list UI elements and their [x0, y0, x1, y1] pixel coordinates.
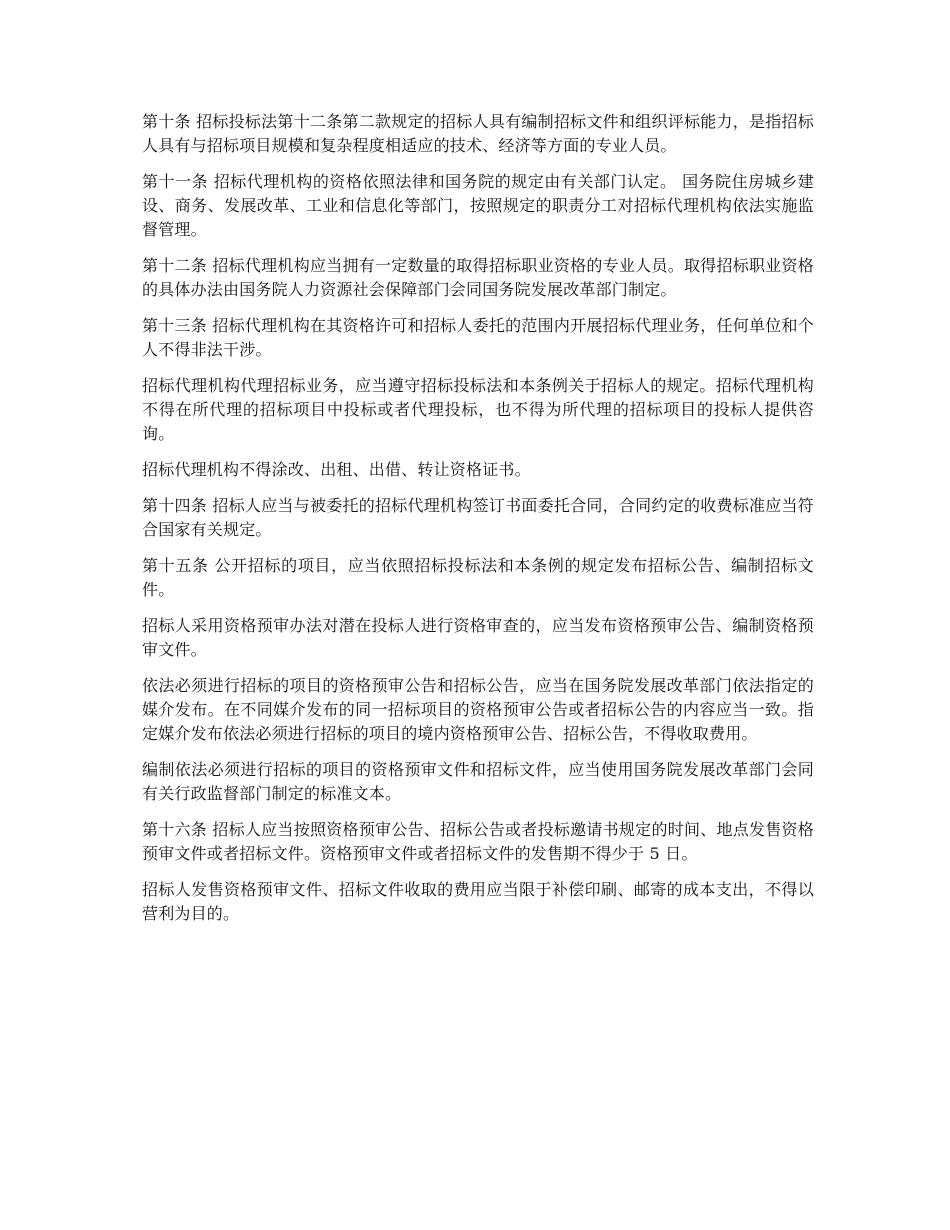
paragraph-agency-rules: 招标代理机构代理招标业务，应当遵守招标投标法和本条例关于招标人的规定。招标代理机构不得在所代理的招标项目中投标或者代理投标，也不得为所代理的招标项目的投标人提供咨询。 [142, 376, 814, 443]
paragraph-fees: 招标人发售资格预审文件、招标文件收取的费用应当限于补偿印刷、邮寄的成本支出，不得以营利为目的。 [142, 880, 814, 923]
paragraph-article-10: 第十条 招标投标法第十二条第二款规定的招标人具有编制招标文件和组织评标能力，是指招标人具有与招标项目规模和复杂程度相适应的技术、经济等方面的专业人员。 [142, 112, 814, 155]
paragraph-article-12: 第十二条 招标代理机构应当拥有一定数量的取得招标职业资格的专业人员。取得招标职业资格的具体办法由国务院人力资源社会保障部门会同国务院发展改革部门制定。 [142, 256, 814, 299]
paragraph-announcement-media: 依法必须进行招标的项目的资格预审公告和招标公告，应当在国务院发展改革部门依法指定的媒介发布。在不同媒介发布的同一招标项目的资格预审公告或者招标公告的内容应当一致。指定媒介发布依法必须进行招标的项目的境内资格预审公告、招标公告，不得收取费用。 [142, 676, 814, 743]
paragraph-standard-text: 编制依法必须进行招标的项目的资格预审文件和招标文件，应当使用国务院发展改革部门会同有关行政监督部门制定的标准文本。 [142, 760, 814, 803]
paragraph-article-11: 第十一条 招标代理机构的资格依照法律和国务院的规定由有关部门认定。 国务院住房城乡建设、商务、发展改革、工业和信息化等部门，按照规定的职责分工对招标代理机构依法实施监督管理。 [142, 172, 814, 239]
paragraph-certificate-rule: 招标代理机构不得涂改、出租、出借、转让资格证书。 [142, 460, 531, 479]
paragraph-prequalification: 招标人采用资格预审办法对潜在投标人进行资格审查的，应当发布资格预审公告、编制资格预审文件。 [142, 616, 814, 659]
document-body [142, 110, 814, 938]
paragraph-article-16: 第十六条 招标人应当按照资格预审公告、招标公告或者投标邀请书规定的时间、地点发售资格预审文件或者招标文件。资格预审文件或者招标文件的发售期不得少于 5 日。 [142, 820, 814, 863]
paragraph-article-13: 第十三条 招标代理机构在其资格许可和招标人委托的范围内开展招标代理业务，任何单位和个人不得非法干涉。 [142, 316, 814, 359]
paragraph-article-14: 第十四条 招标人应当与被委托的招标代理机构签订书面委托合同，合同约定的收费标准应当符合国家有关规定。 [142, 496, 814, 539]
paragraph-article-15: 第十五条 公开招标的项目，应当依照招标投标法和本条例的规定发布招标公告、编制招标文件。 [142, 556, 814, 599]
